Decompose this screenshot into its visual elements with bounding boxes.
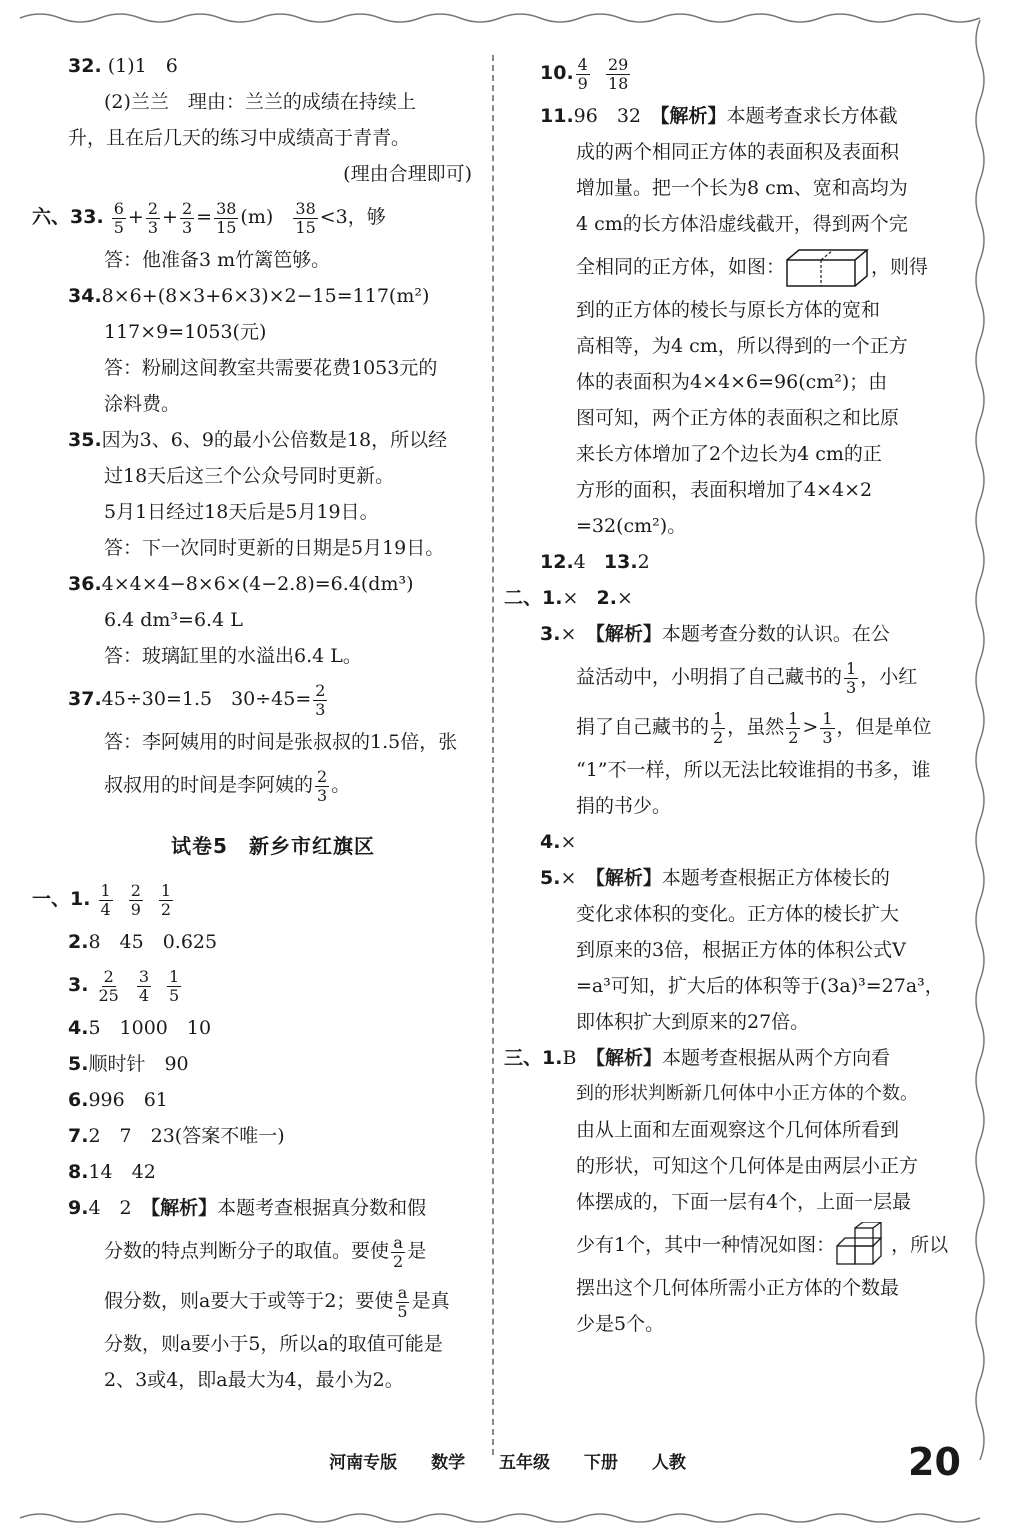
numerator: 2 (315, 680, 326, 700)
unit: (m) (240, 206, 274, 228)
answer-text: × (560, 623, 577, 645)
denominator: 2 (788, 727, 799, 747)
analysis-tag: 【解析】 (595, 623, 662, 645)
s1-q2 (68, 924, 478, 960)
s1-q9-line2 (68, 1226, 478, 1276)
denominator: 3 (147, 217, 159, 237)
numerator: 1 (169, 966, 180, 986)
s2-q5-line2: 变化求体积的变化。正方体的棱长扩大 (576, 903, 900, 925)
fraction (97, 968, 121, 1005)
s1-q7 (68, 1118, 478, 1154)
volume-label: 下册 (583, 1453, 618, 1473)
denominator: 4 (100, 899, 111, 919)
s2-q5-line4: =a³可知，扩大后的体积等于(3a)³=27a³， (576, 975, 944, 997)
equation-text: 4×4×4−8×6×(4−2.8)=6.4(dm³) (101, 573, 414, 595)
analysis-text: 本题考查根据正方体棱长的 (661, 867, 890, 889)
answer-text: 2 7 23(答案不唯一) (88, 1125, 285, 1147)
right-column (504, 48, 949, 1342)
q11-line2: 成的两个相同正方体的表面积及表面积 (576, 141, 900, 163)
denominator: 4 (138, 985, 150, 1005)
s1-q9-line4: 分数，则a要小于5，所以a的取值可能是 (104, 1333, 443, 1355)
s2-q3-line4: “1”不一样，所以无法比较谁捐的书多，谁 (576, 759, 931, 781)
s3-q1-line5: 体摆成的，下面一层有4个，上面一层最 (576, 1191, 912, 1213)
subject-label: 数学 (431, 1453, 466, 1473)
question-number: 5. (540, 867, 561, 889)
question-number: 7. (68, 1125, 89, 1147)
s3-q1-line6 (540, 1220, 948, 1270)
s2-q3-line3 (540, 702, 948, 752)
numerator: 1 (822, 708, 833, 728)
s2-q1-q2 (504, 580, 948, 616)
answer-text: 叔叔用的时间是李阿姨的 (104, 774, 314, 796)
numerator: 38 (216, 198, 237, 218)
fraction (391, 1234, 405, 1271)
analysis-text: 全相同的正方体，如图： (576, 256, 786, 278)
comparison-sign: > (802, 716, 819, 738)
question-number: 1. (542, 1047, 563, 1069)
q33-answer: 答：他准备3 m竹篱笆够。 (104, 249, 331, 271)
page-number: 20 (908, 1440, 961, 1484)
fraction (129, 882, 143, 919)
q37-line1 (68, 674, 478, 724)
answer-text: 2 (637, 551, 650, 573)
punctuation: 。 (331, 774, 351, 796)
q34-line4: 涂料费。 (104, 393, 181, 415)
numerator: 3 (138, 966, 150, 986)
s1-q3 (68, 960, 478, 1010)
s2-q5-line5: 即体积扩大到原来的27倍。 (576, 1011, 810, 1033)
s1-q5 (68, 1046, 478, 1082)
q35-line1 (68, 422, 478, 458)
analysis-text: 是 (407, 1240, 427, 1262)
answer-text: × (562, 587, 579, 609)
numerator: 1 (160, 880, 172, 900)
question-number: 10. (540, 62, 574, 84)
q11-line10: 来长方体增加了2个边长为4 cm的正 (576, 443, 882, 465)
q11-line5 (540, 242, 948, 292)
analysis-text: ，所以 (891, 1234, 949, 1256)
edition-label: 河南专版 (329, 1453, 398, 1473)
question-number: 2. (68, 931, 89, 953)
denominator: 9 (577, 73, 588, 93)
question-number: 36. (68, 573, 102, 595)
equation-text: 45÷30=1.5 30÷45= (101, 688, 312, 710)
question-number: 35. (68, 429, 102, 451)
answer-text: 96 32 (573, 105, 642, 127)
fraction (395, 1284, 409, 1321)
q35-line2: 过18天后这三个公众号同时更新。 (104, 465, 395, 487)
analysis-text: ，则得 (871, 256, 929, 278)
s3-q1-line8: 少是5个。 (576, 1313, 665, 1335)
q36-line2: 6.4 dm³=6.4 L (104, 609, 243, 631)
fraction (293, 200, 317, 237)
question-number: 3. (540, 623, 561, 645)
s2-q4 (540, 824, 948, 860)
analysis-text: 本题考查根据真分数和假 (217, 1197, 427, 1219)
numerator: a (397, 1282, 408, 1302)
grade-label: 五年级 (499, 1453, 550, 1473)
question-number: 13. (603, 551, 638, 573)
denominator: 2 (160, 899, 172, 919)
q36-line1 (68, 566, 478, 602)
q12-q13 (540, 544, 948, 580)
s1-q9-line3 (68, 1276, 478, 1326)
q32-part2-line1: (2)兰兰 理由：兰兰的成绩在持续上 (104, 91, 416, 113)
fraction (606, 56, 630, 93)
answer-text: × (560, 831, 577, 853)
numerator: 2 (130, 880, 141, 900)
cube-stack-figure-icon (835, 1222, 891, 1270)
question-number: 4. (68, 1017, 89, 1039)
q37-line3 (68, 760, 478, 810)
question-number: 4. (540, 831, 561, 853)
analysis-tag: 【解析】 (660, 105, 727, 127)
s1-q9-line1 (68, 1190, 478, 1226)
fraction-list (97, 880, 188, 919)
fraction (711, 710, 725, 747)
s3-q1-line4: 的形状，可知这个几何体是由两层小正方 (576, 1155, 919, 1177)
cuboid-figure-icon (785, 248, 871, 288)
analysis-text: ，但是单位 (836, 716, 932, 738)
analysis-text: 分数的特点判断分子的取值。要使 (104, 1240, 390, 1262)
question-number: 1. (70, 888, 91, 910)
analysis-text: 益活动中，小明捐了自己藏书的 (576, 666, 843, 688)
numerator: 1 (713, 708, 724, 728)
analysis-tag: 【解析】 (150, 1197, 218, 1219)
fraction (167, 968, 181, 1005)
column-divider (492, 55, 494, 1455)
numerator: 29 (607, 54, 629, 74)
analysis-tag: 【解析】 (595, 867, 662, 889)
analysis-text: 本题考查求长方体截 (726, 105, 898, 127)
s1-q1 (32, 874, 478, 924)
analysis-text: 本题考查根据从两个方向看 (661, 1047, 890, 1069)
fraction (214, 200, 238, 237)
right-wavy-border (970, 20, 990, 1460)
fraction (180, 200, 194, 237)
fraction (99, 882, 113, 919)
s2-q5-line3: 到原来的3倍，根据正方体的体积公式V (576, 939, 906, 961)
q11-line12: =32(cm²)。 (576, 515, 687, 537)
comparison-text: <3，够 (319, 206, 386, 228)
denominator: 3 (822, 727, 833, 747)
analysis-text: 假分数，则a要大于或等于2；要使 (104, 1290, 394, 1312)
analysis-text: 捐了自己藏书的 (576, 716, 710, 738)
numerator: a (393, 1232, 403, 1252)
s2-q3-line1 (540, 616, 948, 652)
s3-q1-line3: 由从上面和左面观察这个几何体所看到 (576, 1119, 900, 1141)
q37-line2: 答：李阿姨用的时间是张叔叔的1.5倍，张 (104, 731, 458, 753)
fraction (844, 660, 858, 697)
question-number: 34. (68, 285, 102, 307)
numerator: 2 (103, 966, 114, 986)
answer-text: 8 45 0.625 (88, 931, 218, 953)
numerator: 1 (846, 658, 857, 678)
question-number: 11. (540, 105, 574, 127)
q11-line1 (540, 98, 948, 134)
denominator: 18 (607, 73, 629, 93)
question-number: 9. (68, 1197, 89, 1219)
fraction (137, 968, 151, 1005)
s1-q9-line5: 2、3或4，即a最大为4，最小为2。 (104, 1369, 404, 1391)
answer-text: B (562, 1047, 577, 1069)
q32-part2-line2: 升，且在后几天的练习中成绩高于青青。 (68, 127, 411, 149)
denominator: 15 (295, 217, 316, 237)
q11-line7: 高相等，为4 cm，所以得到的一个正方 (576, 335, 908, 357)
s2-q5-line1 (540, 860, 948, 896)
denominator: 5 (397, 1301, 408, 1321)
q11-line3: 增加量。把一个长为8 cm、宽和高均为 (576, 177, 908, 199)
q11-line11: 方形的面积，表面积增加了4×4×2 (576, 479, 873, 501)
left-column (32, 48, 478, 1398)
s1-q6 (68, 1082, 478, 1118)
question-number: 3. (68, 974, 89, 996)
q34-line1 (68, 278, 478, 314)
denominator: 5 (169, 985, 180, 1005)
q10 (540, 48, 948, 98)
q11-line9: 图可知，两个正方体的表面积之和比原 (576, 407, 900, 429)
numerator: 1 (788, 708, 799, 728)
denominator: 3 (181, 217, 193, 237)
numerator: 6 (113, 198, 124, 218)
denominator: 25 (98, 985, 119, 1005)
analysis-text: 少有1个，其中一种情况如图： (576, 1234, 836, 1256)
analysis-text: ，虽然 (727, 716, 785, 738)
top-wavy-border (0, 8, 1015, 28)
numerator: 2 (317, 766, 328, 786)
q11-line4: 4 cm的长方体沿虚线截开，得到两个完 (576, 213, 908, 235)
denominator: 5 (113, 217, 124, 237)
section-label: 一、 (32, 888, 71, 910)
question-number: 33. (70, 206, 104, 228)
q11-line6: 到的正方体的棱长与原长方体的宽和 (576, 299, 881, 321)
answer-text: 14 42 (88, 1161, 156, 1183)
question-number: 37. (68, 688, 102, 710)
answer-text: 4 (573, 551, 586, 573)
answer-text: 996 61 (88, 1089, 168, 1111)
s2-q3-line2 (540, 652, 948, 702)
question-number: 5. (68, 1053, 89, 1075)
s1-q4 (68, 1010, 478, 1046)
q36-line3: 答：玻璃缸里的水溢出6.4 L。 (104, 645, 362, 667)
section-title: 试卷5 新乡市红旗区 (171, 834, 375, 858)
fraction (820, 710, 834, 747)
fraction (315, 768, 329, 805)
q34-line3: 答：粉刷这间教室共需要花费1053元的 (104, 357, 438, 379)
q32-part1 (68, 48, 478, 84)
s2-q3-line5: 捐的书少。 (576, 795, 672, 817)
fraction-list (95, 966, 196, 1005)
answer-text: × (616, 587, 633, 609)
question-number: 12. (540, 551, 574, 573)
q11-line8: 体的表面积为4×4×6=96(cm²)；由 (576, 371, 888, 393)
q35-line4: 答：下一次同时更新的日期是5月19日。 (104, 537, 445, 559)
question-number: 8. (68, 1161, 89, 1183)
s1-q8 (68, 1154, 478, 1190)
section-label: 二、 (504, 587, 543, 609)
question-number: 2. (596, 587, 617, 609)
fraction (146, 200, 160, 237)
analysis-text: 是真 (411, 1290, 450, 1312)
s3-q1-line7: 摆出这个几何体所需小正方体的个数最 (576, 1277, 900, 1299)
numerator: 1 (100, 880, 111, 900)
denominator: 3 (846, 677, 857, 697)
answer-text: 5 1000 10 (88, 1017, 212, 1039)
denominator: 3 (317, 785, 328, 805)
numerator: 38 (295, 198, 316, 218)
answer-text: × (560, 867, 577, 889)
question-number: 1. (542, 587, 563, 609)
answer-text: 因为3、6、9的最小公倍数是18，所以经 (101, 429, 448, 451)
fraction (313, 682, 327, 719)
denominator: 9 (130, 899, 141, 919)
numerator: 2 (147, 198, 159, 218)
answer-text: (1)1 6 (107, 55, 178, 77)
denominator: 3 (315, 699, 326, 719)
publisher-label: 人教 (651, 1453, 686, 1473)
equation-text: 8×6+(8×3+6×3)×2−15=117(m²) (101, 285, 430, 307)
s3-q1-line2: 到的形状判断新几何体中小正方体的个数。 (576, 1083, 918, 1104)
q32-note: (理由合理即可) (343, 163, 472, 185)
question-number: 32. (68, 55, 102, 77)
section-label: 六、 (32, 206, 71, 228)
q34-line2: 117×9=1053(元) (104, 321, 267, 343)
answer-text: 4 2 (88, 1197, 132, 1219)
fraction (576, 56, 590, 93)
denominator: 2 (393, 1251, 404, 1271)
q33-equation: 六、33. $\frac{6}{5}$ + $\frac{2}{3}$ + $\frac{2}{3}$ = $\frac{38}{15}$ (m) $\frac{38}{15}$ <3，够 (32, 198, 386, 237)
fraction (786, 710, 800, 747)
question-number: 6. (68, 1089, 89, 1111)
analysis-text: 本题考查分数的认识。在公 (661, 623, 890, 645)
numerator: 2 (181, 198, 193, 218)
q35-line3: 5月1日经过18天后是5月19日。 (104, 501, 379, 523)
analysis-tag: 【解析】 (595, 1047, 662, 1069)
numerator: 4 (577, 54, 588, 74)
denominator: 2 (713, 727, 724, 747)
s3-q1-line1 (504, 1040, 948, 1076)
section-label: 三、 (504, 1047, 543, 1069)
fraction (112, 200, 126, 237)
analysis-text: ，小红 (860, 666, 918, 688)
answer-text: 顺时针 90 (88, 1053, 189, 1075)
denominator: 15 (216, 217, 237, 237)
fraction (159, 882, 173, 919)
